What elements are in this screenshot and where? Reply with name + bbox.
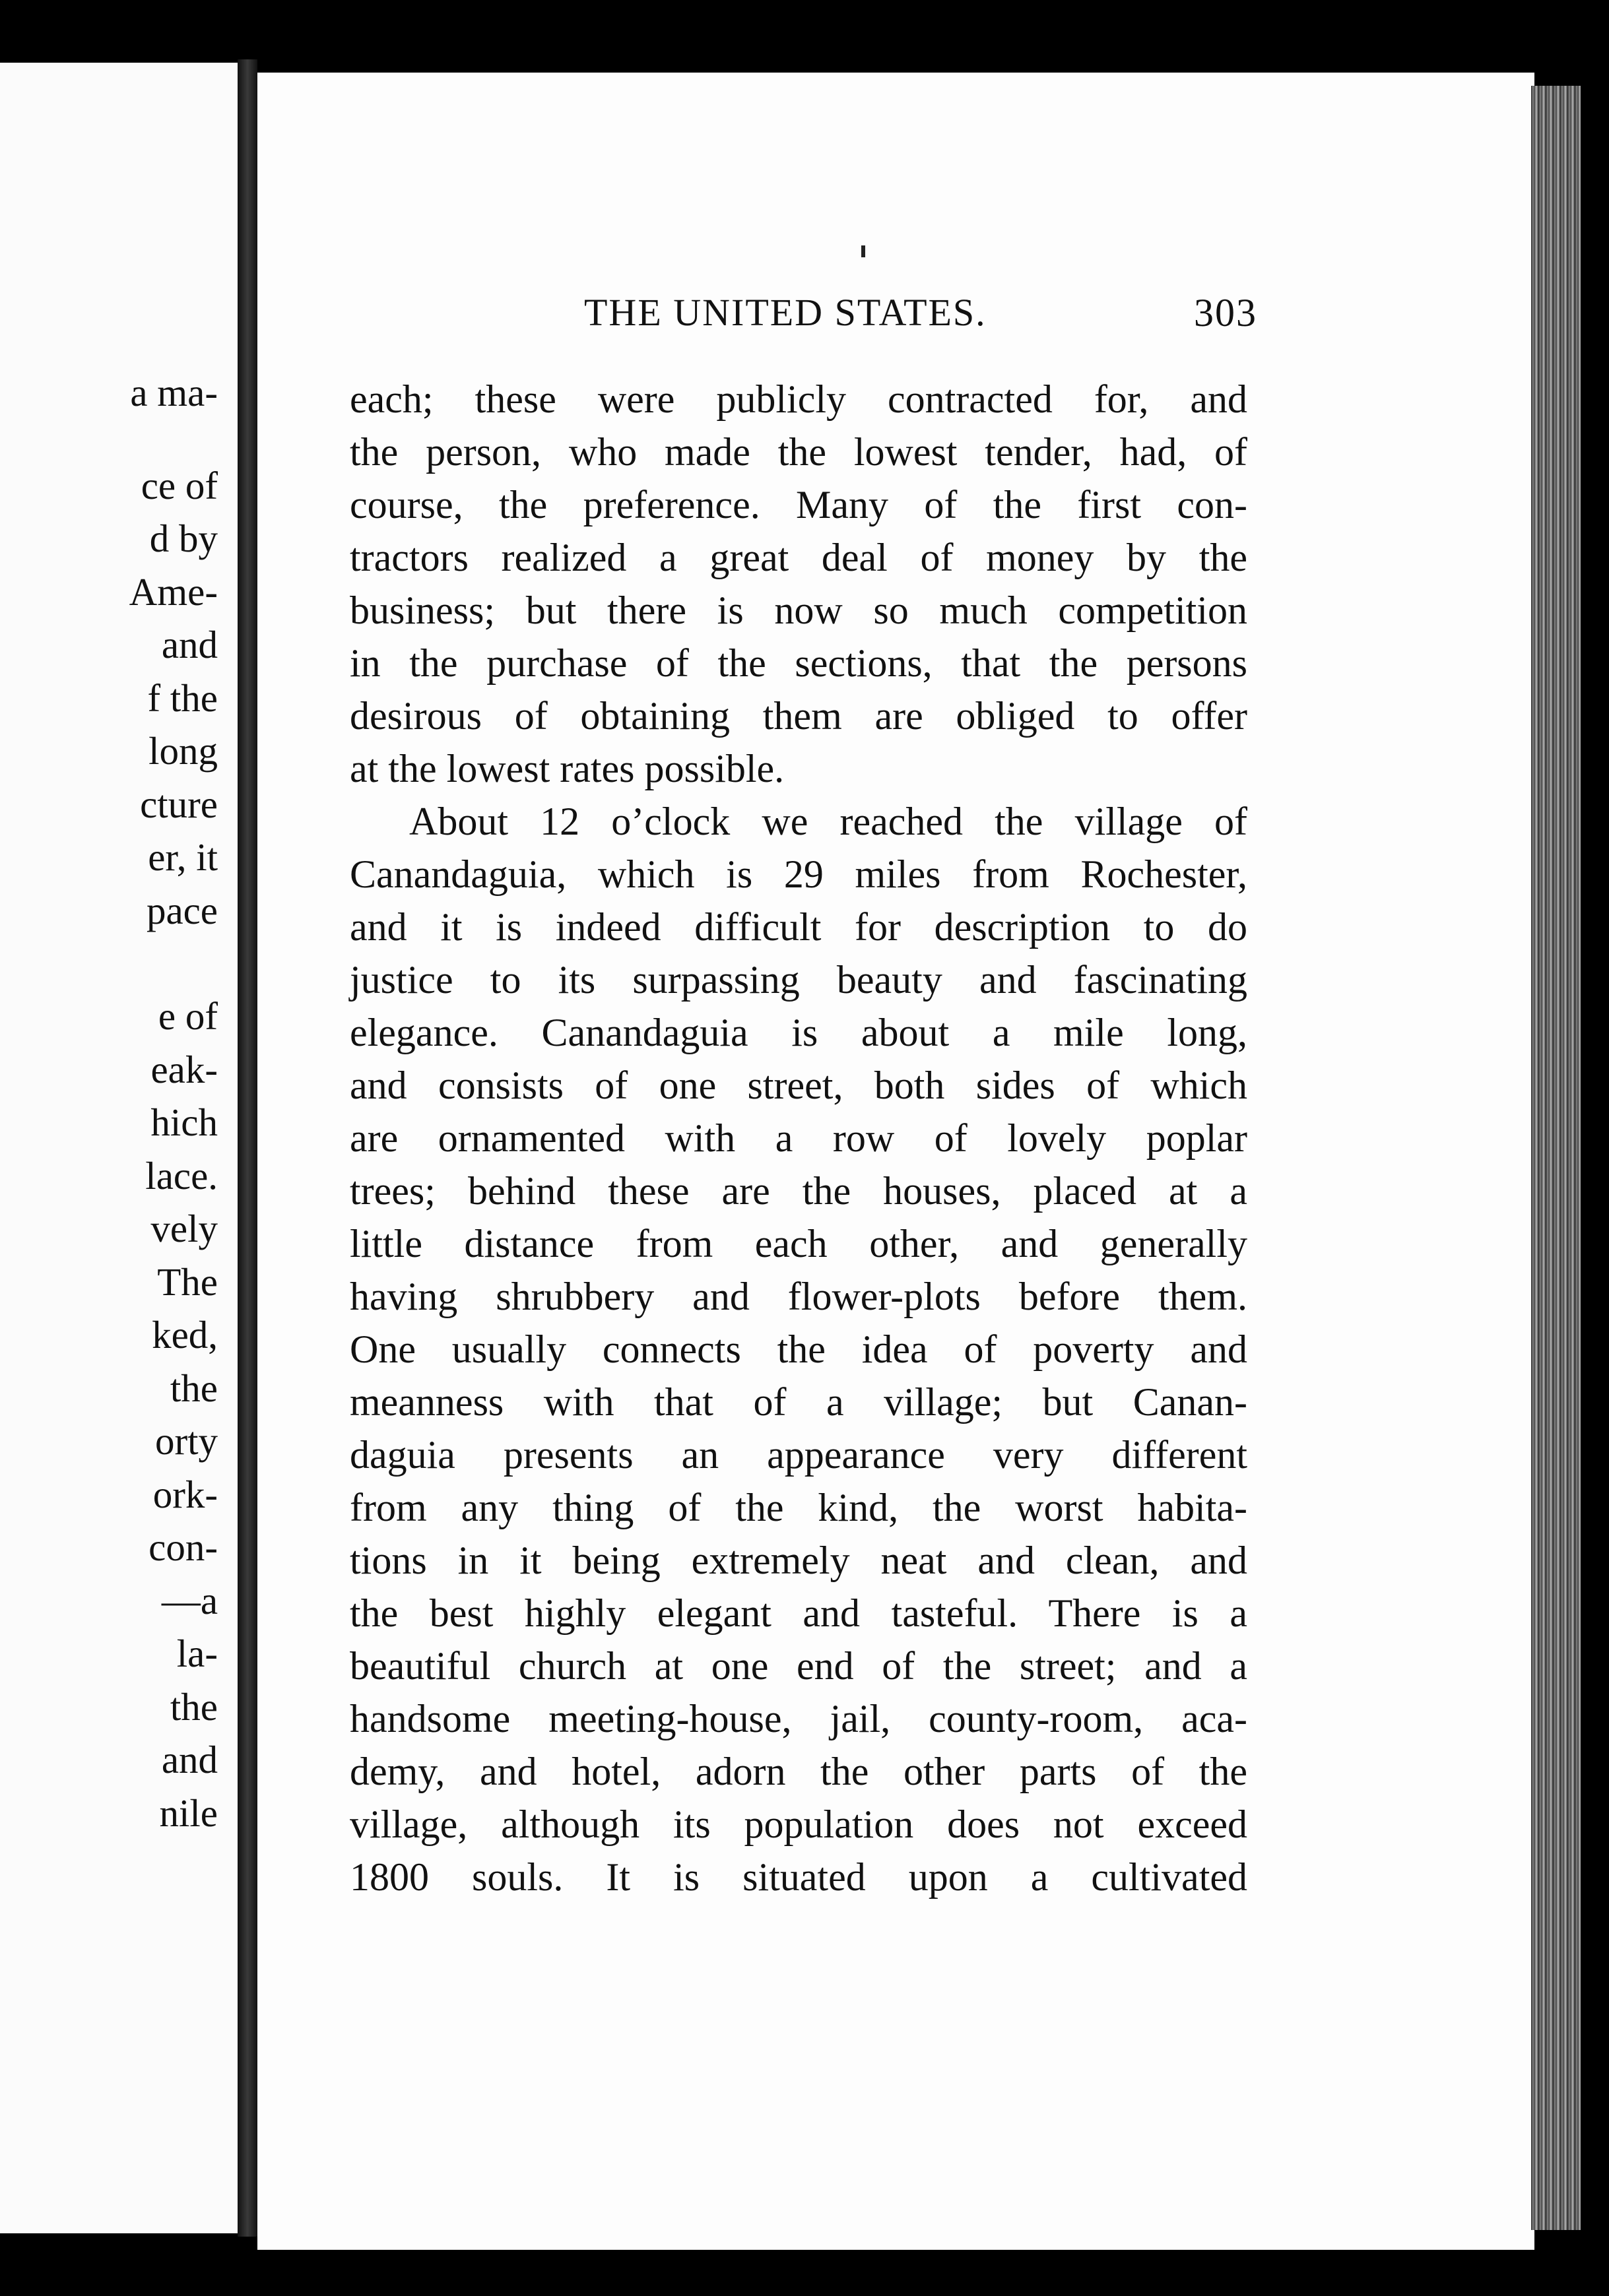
left-gap (129, 420, 218, 459)
page-fore-edge (1531, 86, 1581, 2230)
left-line: the (170, 1684, 218, 1729)
text-line: trees; behind these are the houses, placed at a (350, 1169, 1247, 1213)
text-line: having shrubbery and flower-plots before them. (350, 1275, 1247, 1318)
text-line: daguia presents an appearance very different (350, 1433, 1247, 1477)
text-line: One usually connects the idea of poverty and (350, 1327, 1247, 1371)
left-line: a ma- (130, 371, 218, 414)
text-line: village, although its population does not exceed (350, 1802, 1247, 1846)
text-line: elegance. Canandaguia is about a mile long, (350, 1011, 1247, 1054)
body-text (350, 373, 1247, 1903)
left-line: d by (149, 517, 218, 560)
text-line: at the lowest rates possible. (350, 747, 785, 790)
left-page (0, 63, 240, 2233)
text-line: little distance from each other, and generally (350, 1222, 1247, 1265)
text-line: course, the preference. Many of the first con- (350, 483, 1247, 526)
text-line: Canandaguia, which is 29 miles from Rochester, (350, 852, 1247, 896)
left-line: la- (176, 1632, 218, 1675)
ink-mark (861, 245, 865, 257)
left-line: lace. (145, 1153, 218, 1197)
left-line: —a (161, 1578, 218, 1622)
book-gutter (238, 59, 257, 2237)
left-line: Ame- (129, 569, 218, 614)
text-line: the best highly elegant and tasteful. There is a (350, 1591, 1247, 1635)
text-line: desirous of obtaining them are obliged to offer (350, 694, 1247, 738)
left-line: f the (147, 676, 218, 720)
left-line: hich (150, 1100, 218, 1144)
text-line: About 12 o’clock we reached the village of (409, 800, 1247, 843)
text-line: justice to its surpassing beauty and fascinating (350, 958, 1247, 1002)
text-line: each; these were publicly contracted for, and (350, 377, 1247, 421)
text-line: 1800 souls. It is situated upon a cultivated (350, 1855, 1247, 1899)
left-line: orty (154, 1419, 218, 1463)
text-line: demy, and hotel, adorn the other parts of the (350, 1750, 1247, 1793)
text-line: beautiful church at one end of the street; and a (350, 1644, 1247, 1688)
text-line: are ornamented with a row of lovely poplar (350, 1116, 1247, 1160)
text-line: and it is indeed difficult for description to do (350, 905, 1247, 949)
left-gap (129, 937, 218, 990)
text-line: the person, who made the lowest tender, had, of (350, 430, 1247, 474)
text-line: and consists of one street, both sides of which (350, 1064, 1247, 1107)
text-line: tions in it being extremely neat and clean, and (350, 1539, 1247, 1582)
left-line: ked, (152, 1313, 218, 1356)
left-line: ork- (152, 1472, 218, 1516)
text-line: business; but there is now so much competition (350, 589, 1247, 632)
running-head-title: THE UNITED STATES. (584, 291, 987, 334)
left-line: the (170, 1366, 218, 1410)
left-line: e of (158, 994, 218, 1038)
left-line: er, it (148, 835, 218, 879)
left-line: nile (159, 1791, 218, 1835)
left-line: vely (150, 1207, 218, 1250)
left-page-text (129, 371, 218, 1839)
left-line: eak- (150, 1047, 218, 1091)
left-line: The (157, 1260, 218, 1304)
left-line: cture (140, 782, 218, 826)
text-line: in the purchase of the sections, that the persons (350, 641, 1247, 685)
text-line: meanness with that of a village; but Canan- (350, 1380, 1247, 1424)
page-number: 303 (1194, 291, 1257, 335)
text-line: tractors realized a great deal of money by the (350, 536, 1247, 579)
left-line: long (148, 729, 218, 773)
left-line: and (161, 1738, 218, 1781)
left-line: con- (148, 1525, 218, 1569)
left-line: ce of (141, 463, 218, 507)
text-line: handsome meeting-house, jail, county-room, aca- (350, 1697, 1247, 1740)
left-line: and (161, 623, 218, 666)
left-line: pace (146, 888, 218, 932)
text-line: from any thing of the kind, the worst habita- (350, 1486, 1247, 1529)
